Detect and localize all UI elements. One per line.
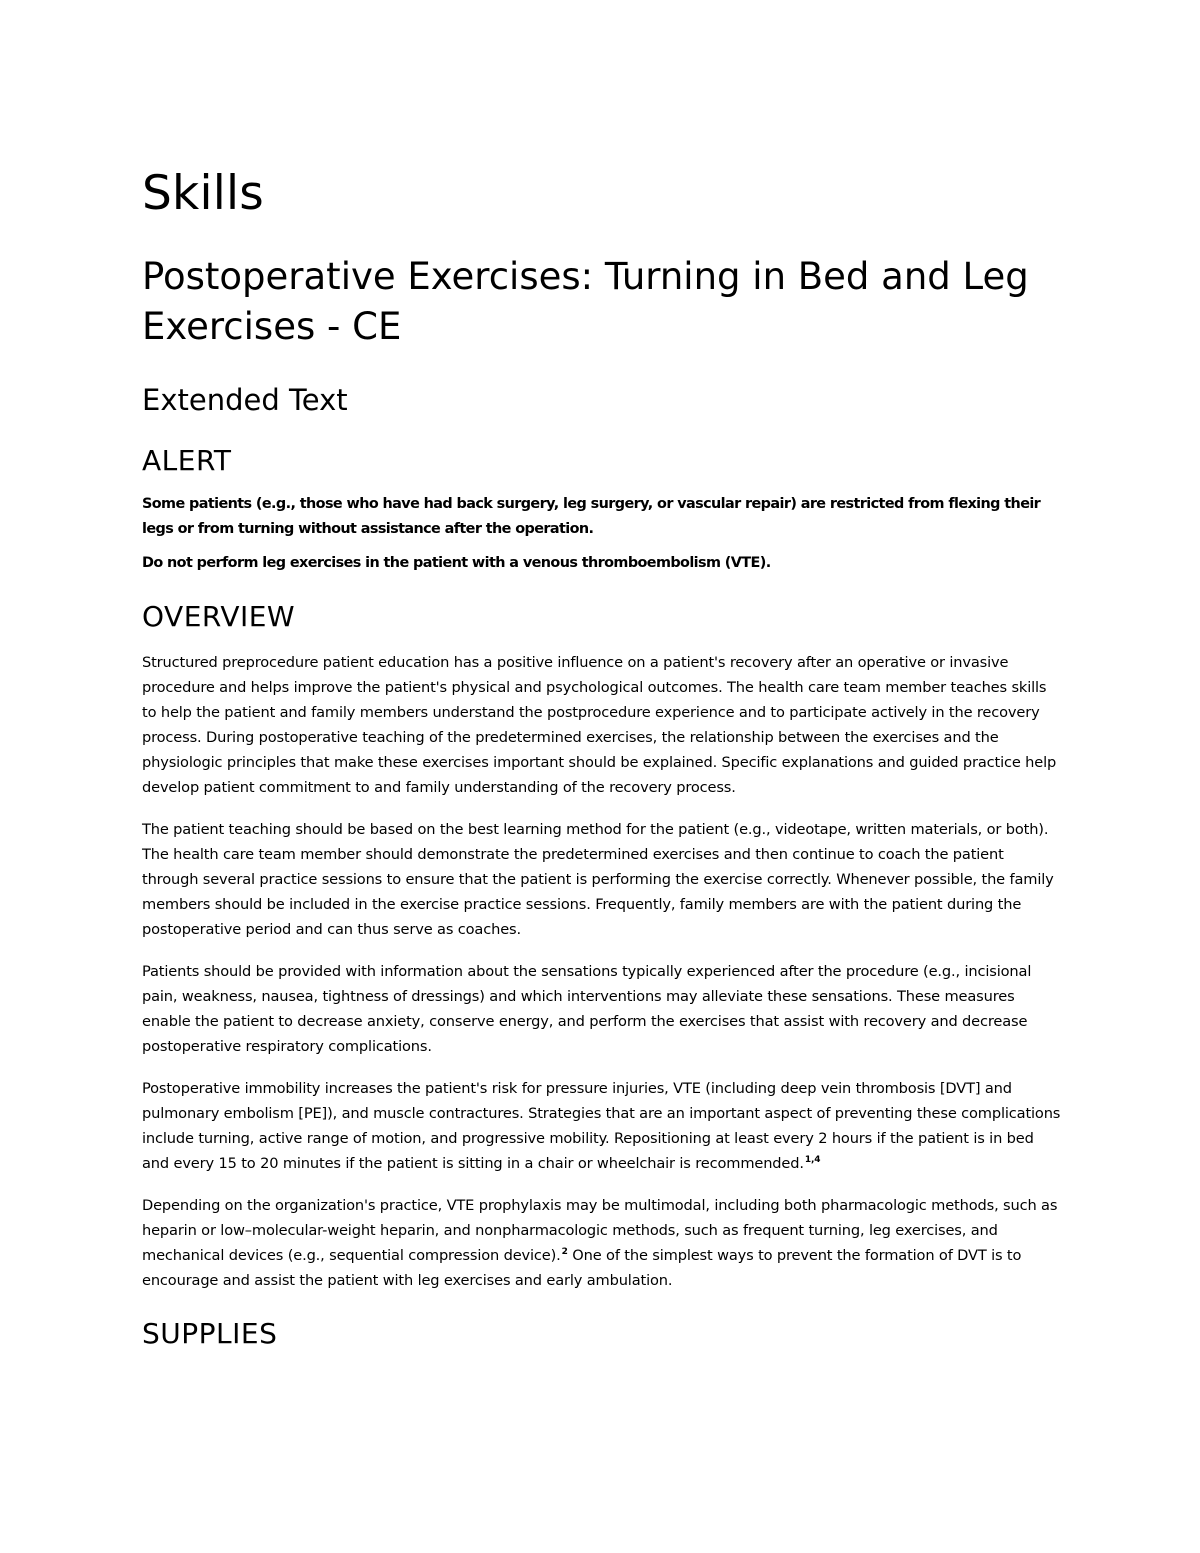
overview-paragraph-3: Patients should be provided with information about the sensations typically experienced after the procedure (e.g., incisional pain, weakness, nausea, tightness of dressings) and which interventions may alleviate these sensations. These measures enable the patient to decrease anxiety, conserve energy, and perform the exercises that assist with recovery and decrease postoperative respiratory complications. bbox=[142, 963, 1032, 1055]
overview-paragraph-5-text-b: One of the simplest ways to prevent the formation of DVT is to encourage and assist the patient with leg exercises and early ambulation. bbox=[142, 1247, 1022, 1289]
overview-paragraph-2: The patient teaching should be based on the best learning method for the patient (e.g., videotape, written materials, or both). The health care team member should demonstrate the predetermined exercises and then continue to coach the patient through several practice sessions to ensure that the patient is performing the exercise correctly. Whenever possible, the family members should be included in the exercise practice sessions. Frequently, family members are with the patient during the postoperative period and can thus serve as coaches. bbox=[142, 821, 1054, 938]
supplies-heading: SUPPLIES bbox=[142, 1317, 278, 1350]
section-label-skills: Skills bbox=[142, 166, 264, 221]
alert-paragraph-1: Some patients (e.g., those who have had back surgery, leg surgery, or vascular repair) are restricted from flexing their legs or from turning without assistance after the operation. bbox=[142, 496, 1041, 537]
citation-ref[interactable]: 1,4 bbox=[804, 1155, 821, 1165]
page-title: Postoperative Exercises: Turning in Bed and Leg Exercises - CE bbox=[142, 255, 1029, 348]
overview-paragraph-4 bbox=[142, 1076, 1062, 1176]
alert-heading: ALERT bbox=[142, 444, 232, 477]
page-subtitle: Extended Text bbox=[142, 383, 348, 417]
overview-paragraph-5-text-a: Depending on the organization's practice, VTE prophylaxis may be multimodal, including both pharmacologic methods, such as heparin or low–molecular-weight heparin, and nonpharmacologic methods, such as frequent turning, leg exercises, and mechanical devices (e.g., sequential compression device). bbox=[142, 1197, 1058, 1264]
overview-paragraph-4-text: Postoperative immobility increases the patient's risk for pressure injuries, VTE (including deep vein thrombosis [DVT] and pulmonary embolism [PE]), and muscle contractures. Strategies that are an important aspect of preventing these complications include turning, active range of motion, and progressive mobility. Repositioning at least every 2 hours if the patient is in bed and every 15 to 20 minutes if the patient is sitting in a chair or wheelchair is recommended. bbox=[142, 1080, 1061, 1172]
overview-paragraph-5 bbox=[142, 1193, 1062, 1293]
overview-heading: OVERVIEW bbox=[142, 600, 296, 633]
citation-ref[interactable]: 2 bbox=[561, 1247, 568, 1257]
overview-paragraph-1: Structured preprocedure patient education has a positive influence on a patient's recovery after an operative or invasive procedure and helps improve the patient's physical and psychological outcomes. The health care team member teaches skills to help the patient and family members understand the postprocedure experience and to participate actively in the recovery process. During postoperative teaching of the predetermined exercises, the relationship between the exercises and the physiologic principles that make these exercises important should be explained. Specific explanations and guided practice help develop patient commitment to and family understanding of the recovery process. bbox=[142, 654, 1057, 796]
alert-paragraph-2: Do not perform leg exercises in the patient with a venous thromboembolism (VTE). bbox=[142, 555, 771, 571]
document-page bbox=[142, 158, 1062, 1353]
